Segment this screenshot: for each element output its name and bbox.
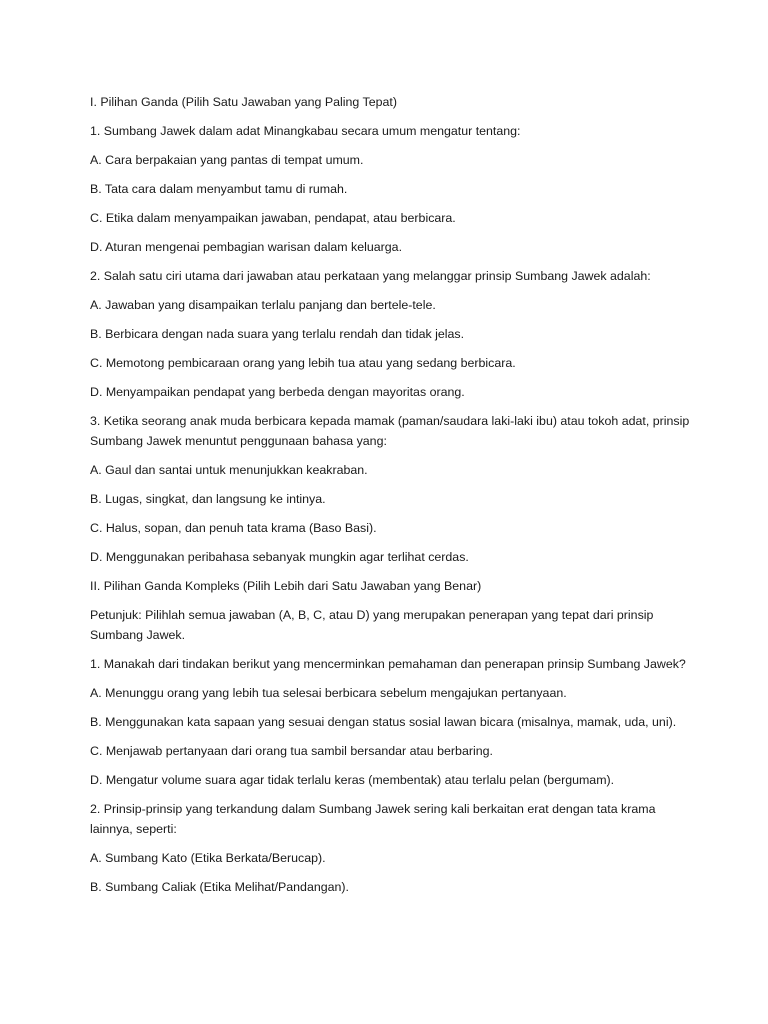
instructions: Petunjuk: Pilihlah semua jawaban (A, B, C, atau D) yang merupakan penerapan yang tepat dari prinsip Sumbang Jawek. bbox=[90, 608, 654, 642]
question-2-option-b: B. Berbicara dengan nada suara yang terlalu rendah dan tidak jelas. bbox=[90, 327, 465, 341]
complex-question-1-option-b: B. Menggunakan kata sapaan yang sesuai dengan status sosial lawan bicara (misalnya, mamak, uda, uni). bbox=[90, 715, 677, 729]
question-2-option-d: D. Menyampaikan pendapat yang berbeda dengan mayoritas orang. bbox=[90, 385, 465, 399]
document-body bbox=[90, 92, 690, 906]
question-2: 2. Salah satu ciri utama dari jawaban atau perkataan yang melanggar prinsip Sumbang Jawek adalah: bbox=[90, 269, 651, 283]
question-3: 3. Ketika seorang anak muda berbicara kepada mamak (paman/saudara laki-laki ibu) atau tokoh adat, prinsip Sumbang Jawek menuntut penggunaan bahasa yang: bbox=[90, 414, 690, 448]
complex-question-1-option-d: D. Mengatur volume suara agar tidak terlalu keras (membentak) atau terlalu pelan (bergumam). bbox=[90, 773, 615, 787]
complex-question-1-option-c: C. Menjawab pertanyaan dari orang tua sambil bersandar atau berbaring. bbox=[90, 744, 493, 758]
question-1: 1. Sumbang Jawek dalam adat Minangkabau secara umum mengatur tentang: bbox=[90, 124, 521, 138]
section-heading-1: I. Pilihan Ganda (Pilih Satu Jawaban yang Paling Tepat) bbox=[90, 95, 397, 109]
question-1-option-b: B. Tata cara dalam menyambut tamu di rumah. bbox=[90, 182, 348, 196]
complex-question-1-option-a: A. Menunggu orang yang lebih tua selesai berbicara sebelum mengajukan pertanyaan. bbox=[90, 686, 567, 700]
question-2-option-a: A. Jawaban yang disampaikan terlalu panjang dan bertele-tele. bbox=[90, 298, 436, 312]
question-1-option-d: D. Aturan mengenai pembagian warisan dalam keluarga. bbox=[90, 240, 403, 254]
question-3-option-a: A. Gaul dan santai untuk menunjukkan keakraban. bbox=[90, 463, 368, 477]
complex-question-2-option-a: A. Sumbang Kato (Etika Berkata/Berucap). bbox=[90, 851, 326, 865]
complex-question-1: 1. Manakah dari tindakan berikut yang mencerminkan pemahaman dan penerapan prinsip Sumbang Jawek? bbox=[90, 657, 686, 671]
question-1-option-a: A. Cara berpakaian yang pantas di tempat umum. bbox=[90, 153, 364, 167]
question-3-option-d: D. Menggunakan peribahasa sebanyak mungkin agar terlihat cerdas. bbox=[90, 550, 469, 564]
complex-question-2: 2. Prinsip-prinsip yang terkandung dalam Sumbang Jawek sering kali berkaitan erat dengan tata krama lainnya, seperti: bbox=[90, 802, 656, 836]
question-3-option-b: B. Lugas, singkat, dan langsung ke intinya. bbox=[90, 492, 326, 506]
section-heading-2: II. Pilihan Ganda Kompleks (Pilih Lebih dari Satu Jawaban yang Benar) bbox=[90, 579, 482, 593]
question-3-option-c: C. Halus, sopan, dan penuh tata krama (Baso Basi). bbox=[90, 521, 377, 535]
question-1-option-c: C. Etika dalam menyampaikan jawaban, pendapat, atau berbicara. bbox=[90, 211, 456, 225]
question-2-option-c: C. Memotong pembicaraan orang yang lebih tua atau yang sedang berbicara. bbox=[90, 356, 516, 370]
complex-question-2-option-b: B. Sumbang Caliak (Etika Melihat/Pandangan). bbox=[90, 880, 349, 894]
